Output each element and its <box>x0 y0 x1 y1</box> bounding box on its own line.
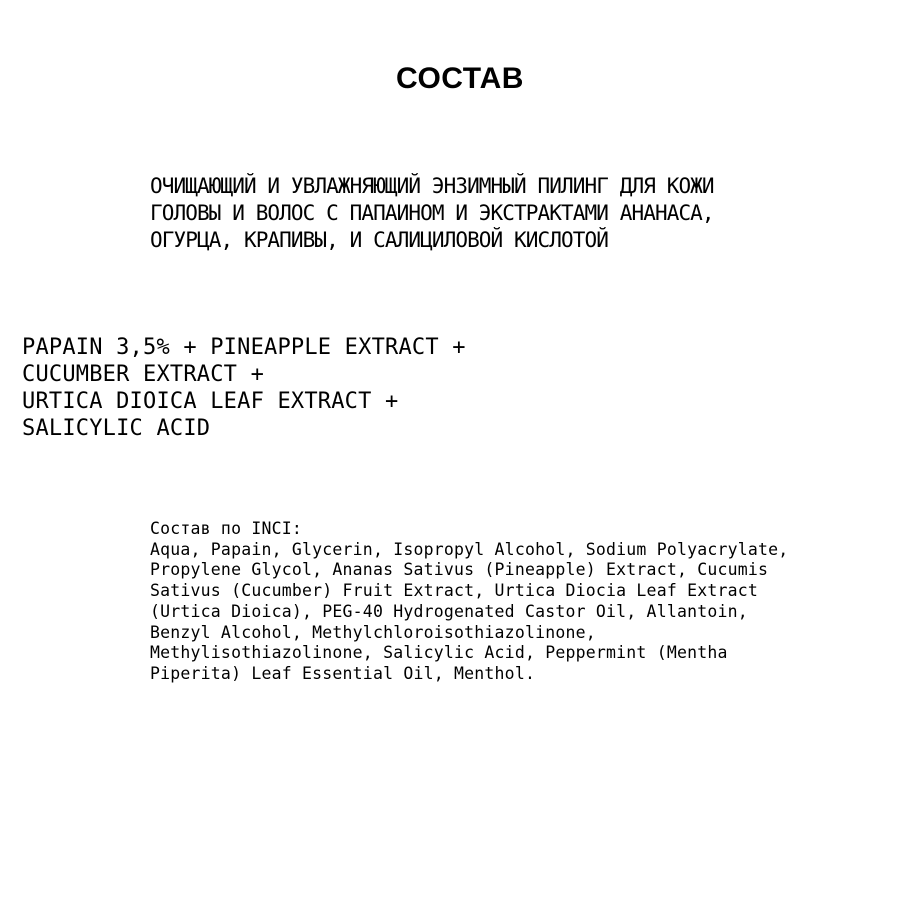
inci-heading: Состав по INCI: <box>150 519 303 538</box>
product-description <box>150 173 900 254</box>
active-ingredients-line: URTICA DIOICA LEAF EXTRACT + <box>22 389 399 414</box>
active-ingredients-line: PAPAIN 3,5% + PINEAPPLE EXTRACT + <box>22 335 466 360</box>
inci-ingredient-list <box>150 519 788 685</box>
description-line: ГОЛОВЫ И ВОЛОС С ПАПАИНОМ И ЭКСТРАКТАМИ АНАНАСА, <box>150 201 714 225</box>
active-ingredients-line: SALICYLIC ACID <box>22 416 211 441</box>
page-title: СОСТАВ <box>396 62 524 95</box>
description-line: ОГУРЦА, КРАПИВЫ, И САЛИЦИЛОВОЙ КИСЛОТОЙ <box>150 228 608 252</box>
active-ingredients <box>22 334 466 442</box>
inci-line: Benzyl Alcohol, Methylchloroisothiazolinone, <box>150 622 596 642</box>
inci-line: Propylene Glycol, Ananas Sativus (Pineapple) Extract, Cucumis <box>150 560 769 580</box>
description-line: ОЧИЩАЮЩИЙ И УВЛАЖНЯЮЩИЙ ЭНЗИМНЫЙ ПИЛИНГ ДЛЯ КОЖИ <box>150 174 714 198</box>
inci-line: Sativus (Cucumber) Fruit Extract, Urtica Diocia Leaf Extract <box>150 581 759 601</box>
active-ingredients-line: CUCUMBER EXTRACT + <box>22 362 265 387</box>
inci-line: Piperita) Leaf Essential Oil, Menthol. <box>150 663 536 683</box>
inci-line: (Urtica Dioica), PEG-40 Hydrogenated Castor Oil, Allantoin, <box>150 601 748 621</box>
inci-line: Aqua, Papain, Glycerin, Isopropyl Alcohol, Sodium Polyacrylate, <box>150 539 789 559</box>
inci-line: Methylisothiazolinone, Salicylic Acid, Peppermint (Mentha <box>150 643 728 663</box>
